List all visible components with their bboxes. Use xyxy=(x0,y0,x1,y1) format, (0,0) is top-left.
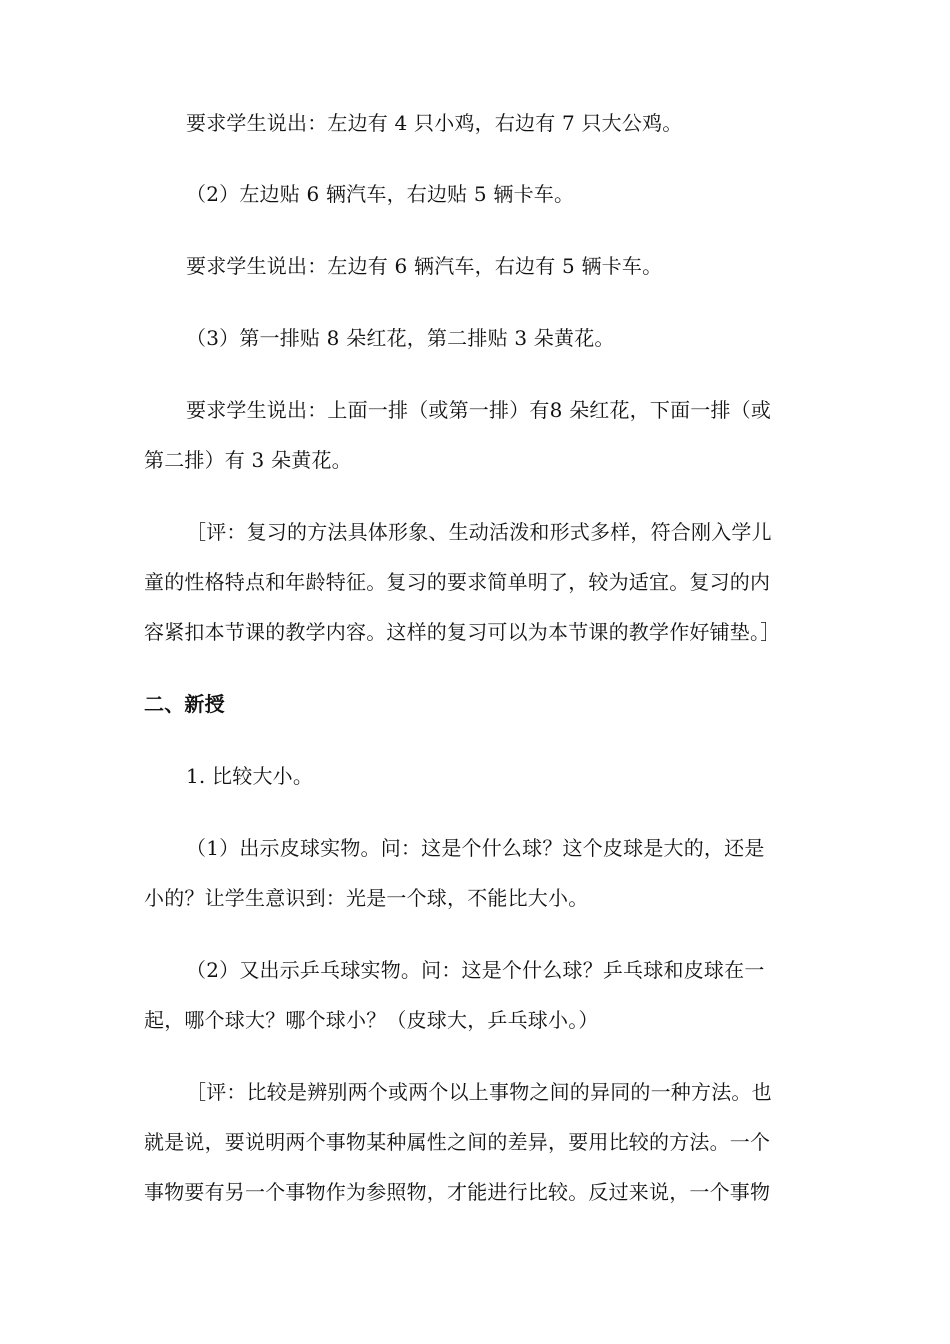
paragraph-line-1: 要求学生说出：左边有 4 只小鸡，右边有 7 只大公鸡。 xyxy=(186,111,683,135)
paragraph-line-16: 就是说，要说明两个事物某种属性之间的差异，要用比较的方法。一个 xyxy=(144,1130,771,1154)
paragraph-line-9: 容紧扣本节课的教学内容。这样的复习可以为本节课的教学作好铺垫。］ xyxy=(144,620,781,644)
paragraph-line-13: （2）又出示乒乓球实物。问：这是个什么球？乒乓球和皮球在一 xyxy=(186,958,765,982)
paragraph-line-17: 事物要有另一个事物作为参照物，才能进行比较。反过来说，一个事物 xyxy=(144,1180,771,1204)
section-heading: 二、新授 xyxy=(144,692,225,716)
paragraph-line-7: ［评：复习的方法具体形象、生动活泼和形式多样，符合刚入学儿 xyxy=(186,520,772,544)
paragraph-line-8: 童的性格特点和年龄特征。复习的要求简单明了，较为适宜。复习的内 xyxy=(144,570,771,594)
paragraph-line-10: 1. 比较大小。 xyxy=(186,764,314,788)
paragraph-line-3: 要求学生说出：左边有 6 辆汽车，右边有 5 辆卡车。 xyxy=(186,254,663,278)
paragraph-line-5: 要求学生说出：上面一排（或第一排）有8 朵红花，下面一排（或 xyxy=(186,398,772,422)
paragraph-line-4: （3）第一排贴 8 朵红花，第二排贴 3 朵黄花。 xyxy=(186,326,615,350)
paragraph-line-11: （1）出示皮球实物。问：这是个什么球？这个皮球是大的，还是 xyxy=(186,836,765,860)
paragraph-line-14: 起，哪个球大？哪个球小？（皮球大，乒乓球小。） xyxy=(144,1008,599,1032)
paragraph-line-2: （2）左边贴 6 辆汽车，右边贴 5 辆卡车。 xyxy=(186,182,575,206)
paragraph-line-6: 第二排）有 3 朵黄花。 xyxy=(144,448,352,472)
paragraph-line-15: ［评：比较是辨别两个或两个以上事物之间的异同的一种方法。也 xyxy=(186,1080,772,1104)
paragraph-line-12: 小的？让学生意识到：光是一个球，不能比大小。 xyxy=(144,886,589,910)
